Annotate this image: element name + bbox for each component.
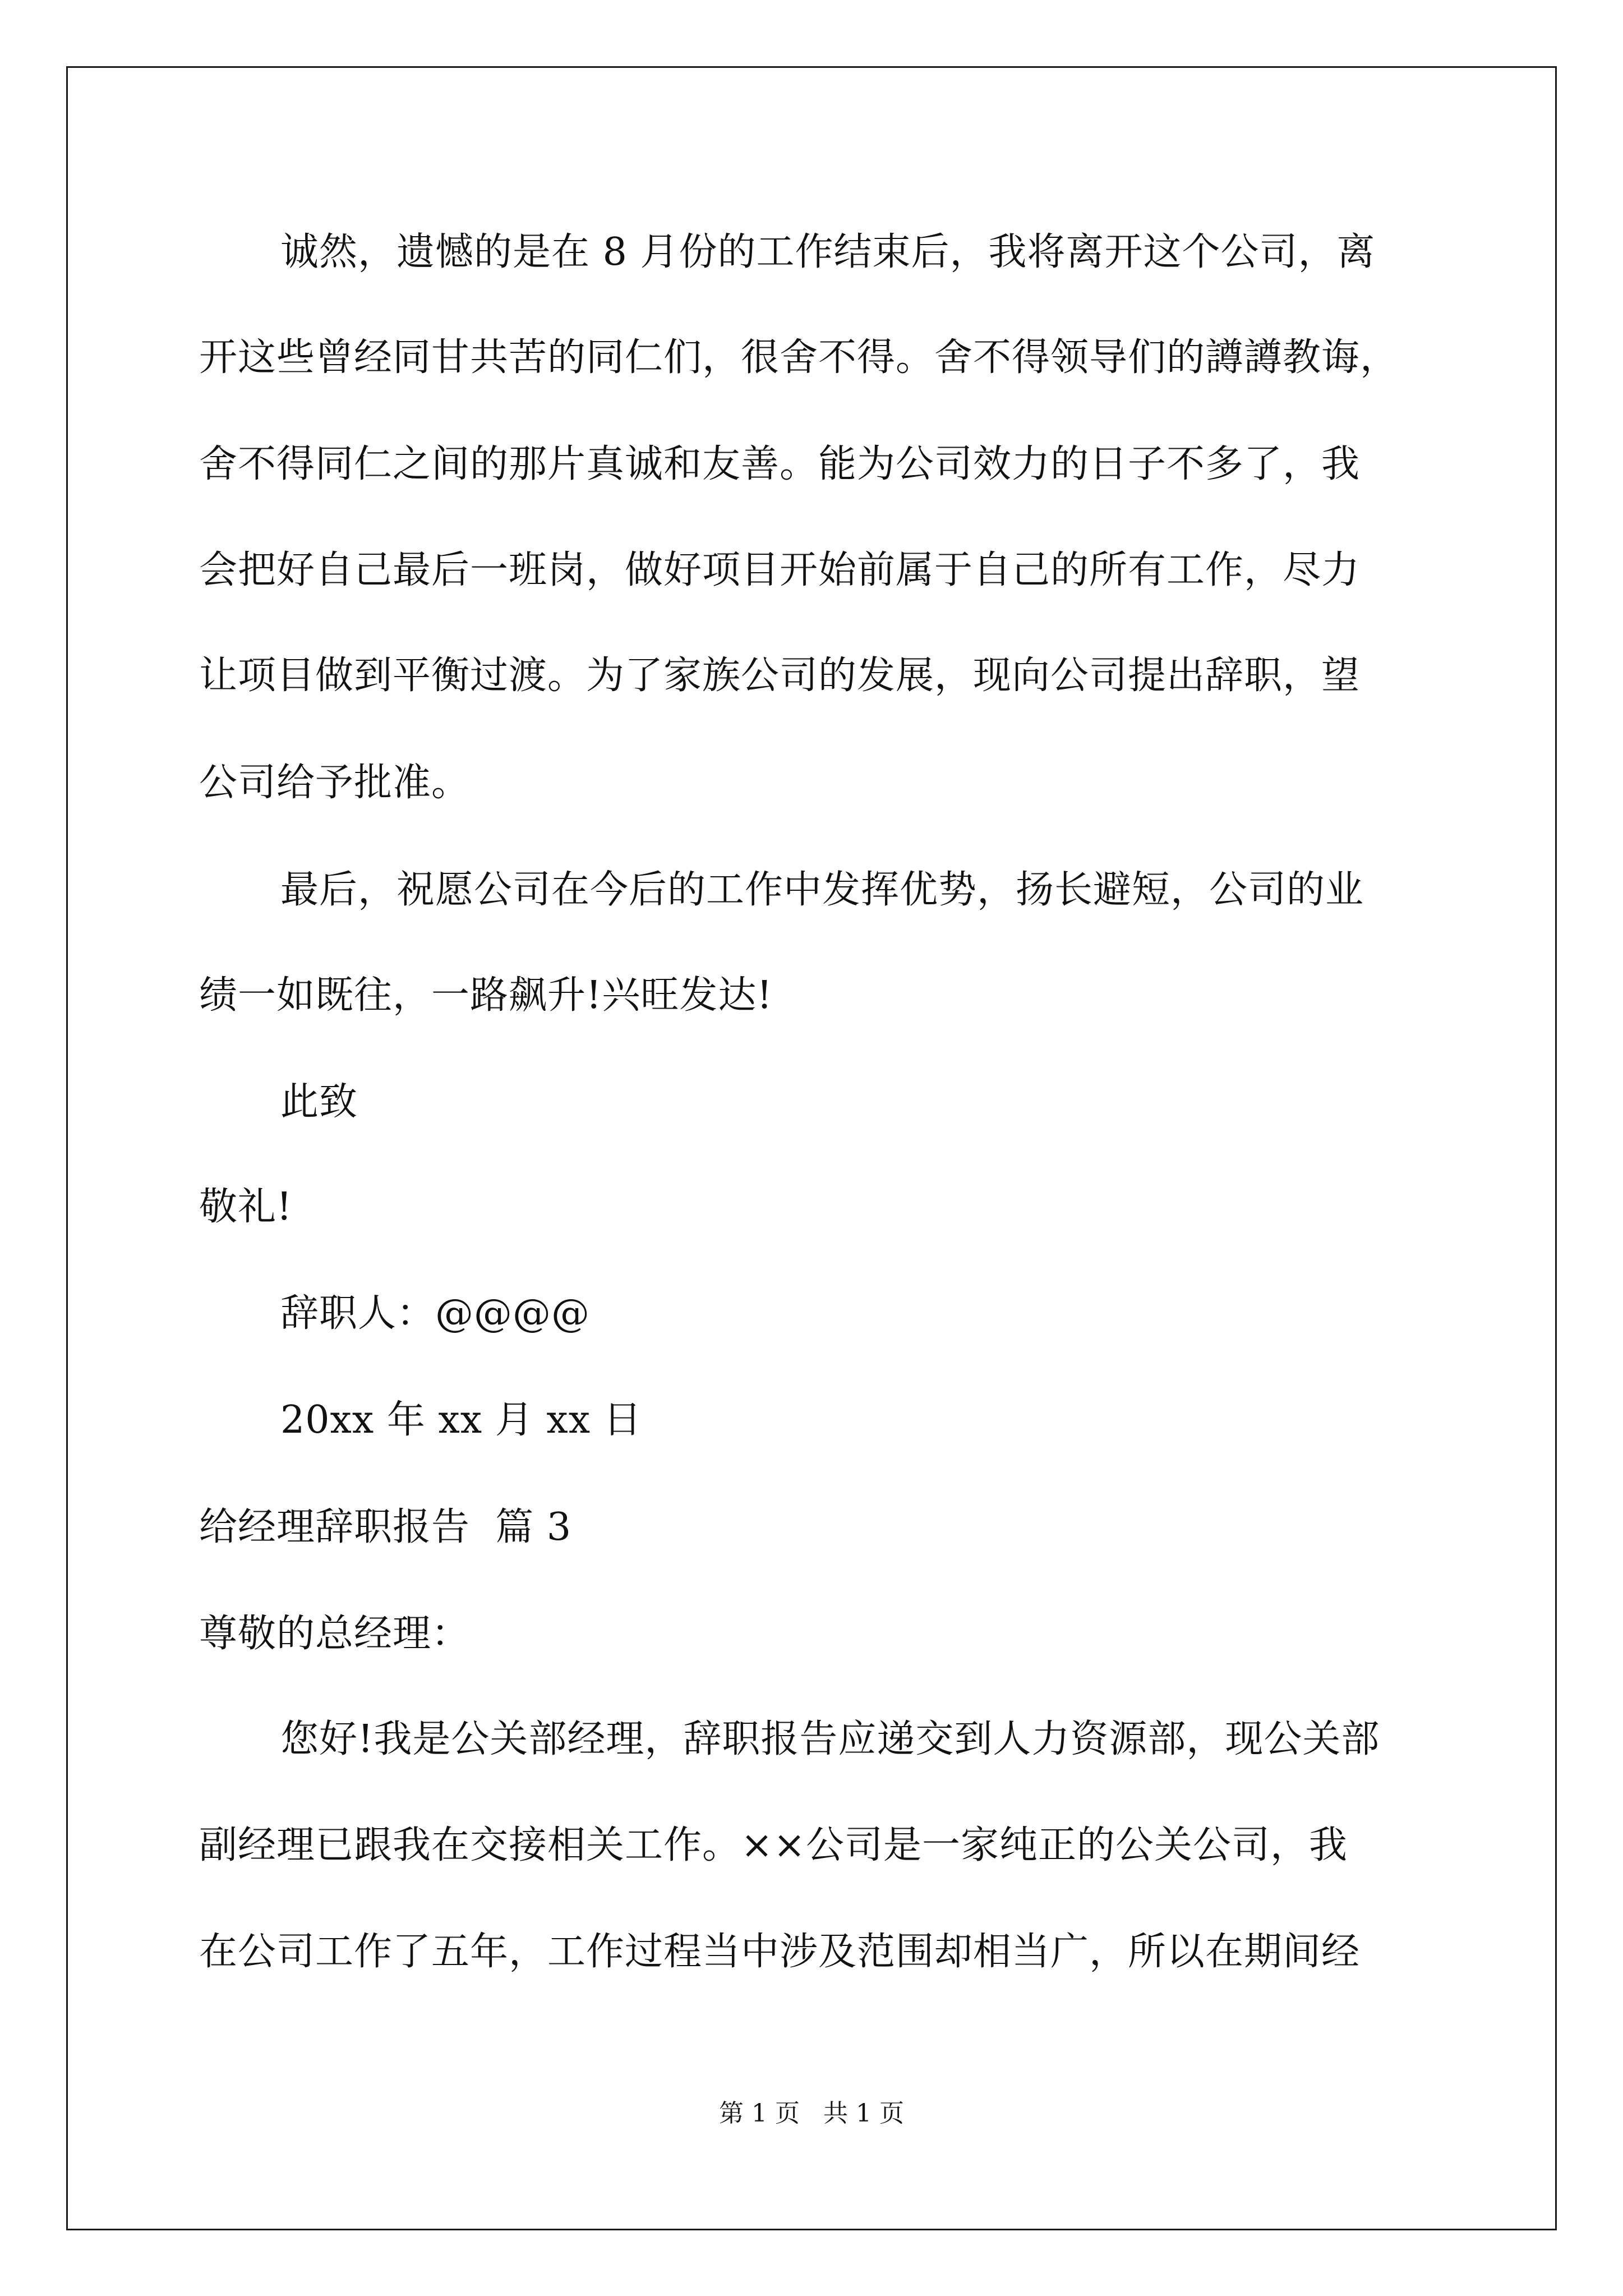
paragraph-line: 诚然，遗憾的是在 8 月份的工作结束后，我将离开这个公司，离 [280, 230, 1376, 274]
paragraph-line: 在公司工作了五年，工作过程当中涉及范围却相当广，所以在期间经 [199, 1930, 1361, 1974]
signer: 辞职人：@@@@ [280, 1291, 591, 1336]
page-border [66, 66, 1557, 2230]
paragraph-line: 您好!我是公关部经理，辞职报告应递交到人力资源部，现公关部 [280, 1717, 1380, 1761]
paragraph-line: 最后，祝愿公司在今后的工作中发挥优势，扬长避短，公司的业 [280, 868, 1364, 912]
regards: 敬礼! [199, 1185, 293, 1229]
date: 20xx 年 xx 月 xx 日 [280, 1398, 642, 1442]
paragraph-line: 舍不得同仁之间的那片真诚和友善。能为公司效力的日子不多了，我 [199, 442, 1361, 486]
page-footer: 第 1 页 共 1 页 [719, 2099, 904, 2128]
paragraph-line: 让项目做到平衡过渡。为了家族公司的发展，现向公司提出辞职，望 [199, 654, 1361, 698]
salutation: 此致 [280, 1080, 358, 1124]
paragraph-line: 会把好自己最后一班岗，做好项目开始前属于自己的所有工作，尽力 [199, 548, 1361, 592]
addressee: 尊敬的总经理： [199, 1612, 471, 1656]
section-title: 给经理辞职报告 篇 3 [199, 1505, 572, 1549]
paragraph-line: 开这些曾经同甘共苦的同仁们，很舍不得。舍不得领导们的譐譐教诲， [199, 335, 1399, 380]
paragraph-line: 绩一如既往，一路飙升!兴旺发达! [199, 973, 773, 1018]
paragraph-line: 副经理已跟我在交接相关工作。××公司是一家纯正的公关公司，我 [199, 1823, 1348, 1867]
paragraph-line: 公司给予批准。 [199, 761, 471, 805]
